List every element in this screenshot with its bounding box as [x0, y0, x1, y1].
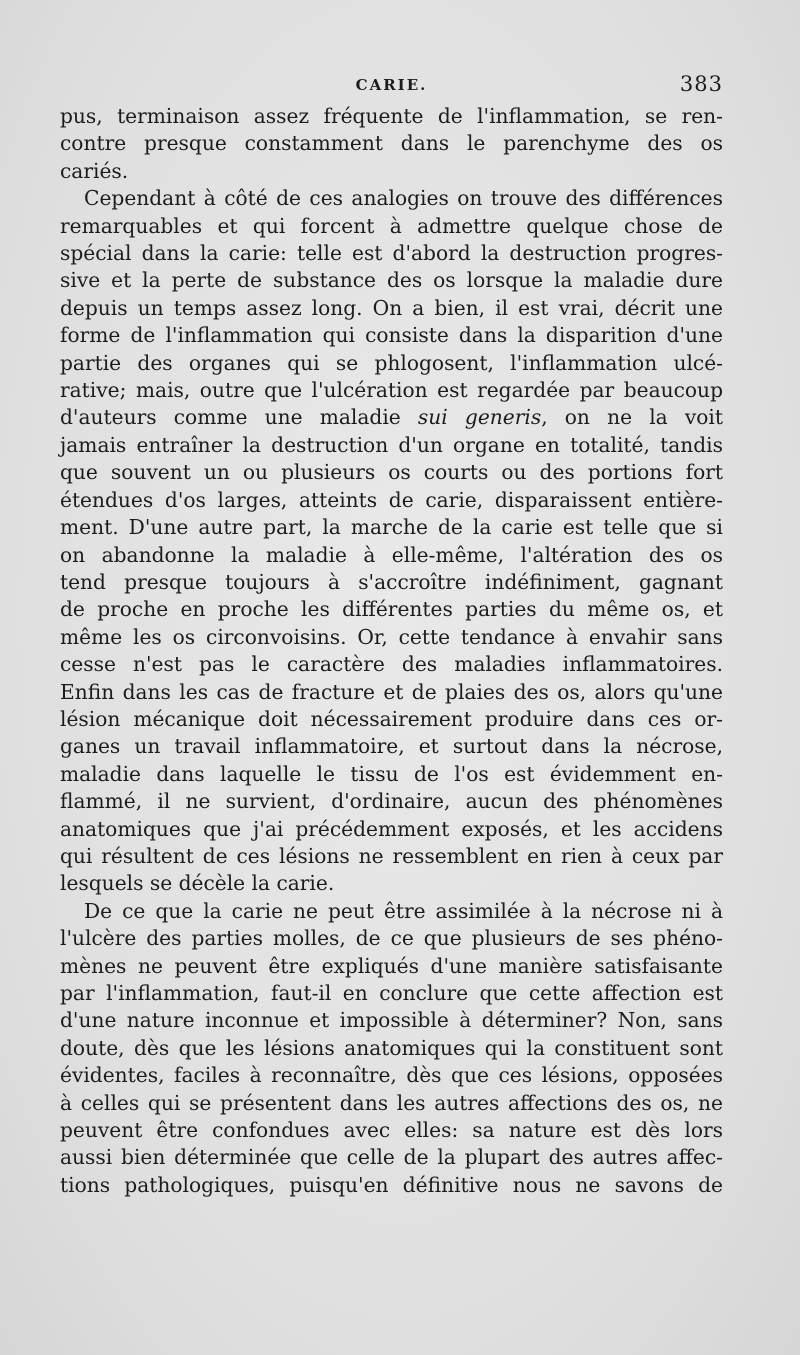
text-line: qui résultent de ces lésions ne ressemblent en rien à ceux par — [60, 843, 723, 868]
page-number: 383 — [679, 72, 723, 96]
text-line: que souvent un ou plusieurs os courts ou des portions fort — [60, 460, 723, 485]
text-line: l'ulcère des parties molles, de ce que plusieurs de ses phéno- — [60, 926, 723, 951]
running-head — [60, 72, 723, 102]
text-line-with-italic: d'auteurs comme une maladie sui generis, on ne la voit — [60, 405, 724, 430]
text-line: rative; mais, outre que l'ulcération est regardée par beaucoup — [60, 378, 723, 403]
text-line: on abandonne la maladie à elle-même, l'altération des os — [60, 542, 723, 567]
text-line: mènes ne peuvent être expliqués d'une manière satisfaisante — [60, 953, 723, 978]
italic-phrase: sui generis — [417, 405, 542, 430]
text-line: Cependant à côté de ces analogies on trouve des différences — [84, 186, 723, 211]
text-line: jamais entraîner la destruction d'un organe en totalité, tandis — [60, 432, 723, 457]
paragraph-differences — [60, 185, 723, 898]
text-line: forme de l'inflammation qui consiste dans la disparition d'une — [60, 323, 723, 348]
text-line: de proche en proche les différentes parties du même os, et — [60, 597, 723, 622]
text-line: depuis un temps assez long. On a bien, il est vrai, décrit une — [60, 295, 723, 320]
text-line: pus, terminaison assez fréquente de l'inflammation, se ren- — [60, 104, 723, 128]
text-line: contre presque constamment dans le parenchyme des os — [60, 131, 723, 156]
text-line: doute, dès que les lésions anatomiques qui la constituent sont — [60, 1035, 723, 1060]
text-line: lesquels se décèle la carie. — [60, 871, 335, 896]
text-line: à celles qui se présentent dans les autres affections des os, ne — [60, 1090, 723, 1115]
running-title: CARIE. — [355, 76, 428, 94]
text-line: flammé, il ne survient, d'ordinaire, aucun des phénomènes — [60, 789, 723, 814]
body-text — [60, 103, 723, 1199]
text-line: ment. D'une autre part, la marche de la carie est telle que si — [60, 515, 723, 540]
text-line: cesse n'est pas le caractère des maladies inflammatoires. — [60, 652, 723, 677]
text-line: sive et la perte de substance des os lorsque la maladie dure — [60, 268, 723, 293]
text-line: aussi bien déterminée que celle de la plupart des autres affec- — [60, 1145, 723, 1170]
text-line: cariés. — [60, 158, 129, 183]
text-line: étendues d'os larges, atteints de carie, disparaissent entière- — [60, 487, 723, 512]
text-line: tions pathologiques, puisqu'en définitive nous ne savons de — [60, 1172, 723, 1197]
text-line: tend presque toujours à s'accroître indéfiniment, gagnant — [60, 569, 723, 594]
text-line: remarquables et qui forcent à admettre quelque chose de — [60, 213, 723, 238]
text-line: ganes un travail inflammatoire, et surtout dans la nécrose, — [60, 734, 723, 759]
text-line: anatomiques que j'ai précédemment exposés, et les accidens — [60, 816, 723, 841]
text-line: partie des organes qui se phlogosent, l'inflammation ulcé- — [60, 350, 723, 375]
text-line: même les os circonvoisins. Or, cette tendance à envahir sans — [60, 624, 723, 649]
text-line: évidentes, faciles à reconnaître, dès que ces lésions, opposées — [60, 1063, 723, 1088]
text-line: Enfin dans les cas de fracture et de plaies des os, alors qu'une — [60, 679, 723, 704]
text-line: peuvent être confondues avec elles: sa nature est dès lors — [60, 1118, 723, 1143]
paragraph-conclusion — [60, 898, 723, 1199]
text-line: d'une nature inconnue et impossible à déterminer? Non, sans — [60, 1008, 723, 1033]
text-line: De ce que la carie ne peut être assimilée à la nécrose ni à — [84, 898, 723, 923]
text-line: par l'inflammation, faut-il en conclure que cette affection est — [60, 981, 723, 1005]
text-line: maladie dans laquelle le tissu de l'os est évidemment en- — [60, 761, 723, 786]
paragraph-continuation — [60, 103, 723, 185]
text-line: lésion mécanique doit nécessairement produire dans ces or- — [60, 706, 723, 731]
text-line: spécial dans la carie: telle est d'abord la destruction progres- — [60, 241, 723, 266]
